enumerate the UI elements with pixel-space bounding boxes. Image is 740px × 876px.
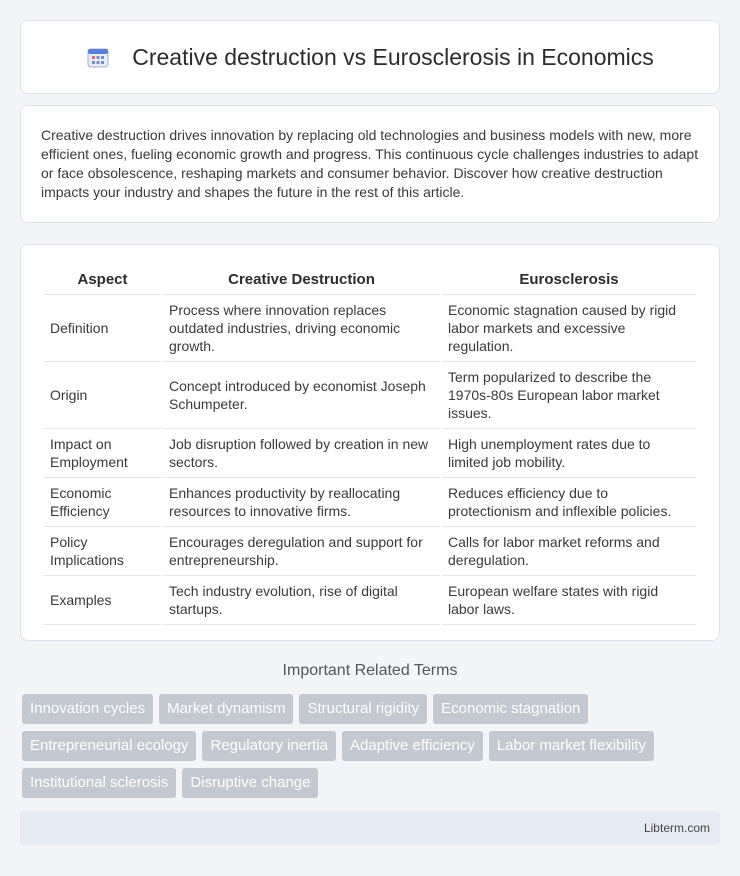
table-row: [44, 576, 696, 625]
related-terms-title: Important Related Terms: [282, 662, 458, 679]
footer: [20, 811, 720, 845]
table-header-row: [44, 265, 696, 295]
footer-site-link[interactable]: Libterm.com: [643, 821, 710, 835]
aspect-cell: Definition: [44, 295, 161, 362]
creative-destruction-cell: Process where innovation replaces outdated industries, driving economic growth.: [163, 295, 440, 362]
comparison-card: [20, 244, 720, 641]
title-card: [20, 20, 720, 94]
header-aspect: Aspect: [44, 265, 161, 295]
related-term-tag[interactable]: Market dynamism: [159, 694, 293, 724]
table-row: [44, 362, 696, 429]
related-term-tag[interactable]: Adaptive efficiency: [342, 731, 483, 761]
table-row: [44, 295, 696, 362]
related-term-tag[interactable]: Innovation cycles: [22, 694, 153, 724]
eurosclerosis-cell: European welfare states with rigid labor laws.: [442, 576, 696, 625]
related-term-tag[interactable]: Regulatory inertia: [202, 731, 336, 761]
related-term-tag[interactable]: Structural rigidity: [299, 694, 427, 724]
creative-destruction-cell: Enhances productivity by reallocating resources to innovative firms.: [163, 478, 440, 527]
table-row: [44, 478, 696, 527]
intro-paragraph: Creative destruction drives innovation by replacing old technologies and business models with new, more efficient ones, fueling economic growth and progress. This continuous cycle challenges industries to adapt or face obsolescence, reshaping markets and consumer behavior. Discover how creative destruction impacts your industry and shapes the future in the rest of this article.: [41, 127, 699, 200]
creative-destruction-cell: Job disruption followed by creation in new sectors.: [163, 429, 440, 478]
header-eurosclerosis: Eurosclerosis: [442, 265, 696, 295]
table-row: [44, 527, 696, 576]
eurosclerosis-cell: Calls for labor market reforms and deregulation.: [442, 527, 696, 576]
related-term-tag[interactable]: Labor market flexibility: [489, 731, 654, 761]
comparison-table: [42, 265, 698, 625]
aspect-cell: Impact on Employment: [44, 429, 161, 478]
eurosclerosis-cell: Reduces efficiency due to protectionism and inflexible policies.: [442, 478, 696, 527]
related-term-tag[interactable]: Entrepreneurial ecology: [22, 731, 196, 761]
table-row: [44, 429, 696, 478]
related-term-tag[interactable]: Institutional sclerosis: [22, 768, 176, 798]
aspect-cell: Origin: [44, 362, 161, 429]
related-terms-list: [22, 694, 722, 798]
related-term-tag[interactable]: Economic stagnation: [433, 694, 588, 724]
eurosclerosis-cell: Term popularized to describe the 1970s-80s European labor market issues.: [442, 362, 696, 429]
calendar-icon: [86, 45, 110, 69]
aspect-cell: Economic Efficiency: [44, 478, 161, 527]
eurosclerosis-cell: Economic stagnation caused by rigid labor markets and excessive regulation.: [442, 295, 696, 362]
header-creative-destruction: Creative Destruction: [163, 265, 440, 295]
creative-destruction-cell: Concept introduced by economist Joseph Schumpeter.: [163, 362, 440, 429]
creative-destruction-cell: Tech industry evolution, rise of digital startups.: [163, 576, 440, 625]
aspect-cell: Examples: [44, 576, 161, 625]
eurosclerosis-cell: High unemployment rates due to limited job mobility.: [442, 429, 696, 478]
related-term-tag[interactable]: Disruptive change: [182, 768, 318, 798]
intro-card: [20, 105, 720, 223]
page-title: Creative destruction vs Eurosclerosis in Economics: [132, 43, 654, 70]
creative-destruction-cell: Encourages deregulation and support for entrepreneurship.: [163, 527, 440, 576]
aspect-cell: Policy Implications: [44, 527, 161, 576]
